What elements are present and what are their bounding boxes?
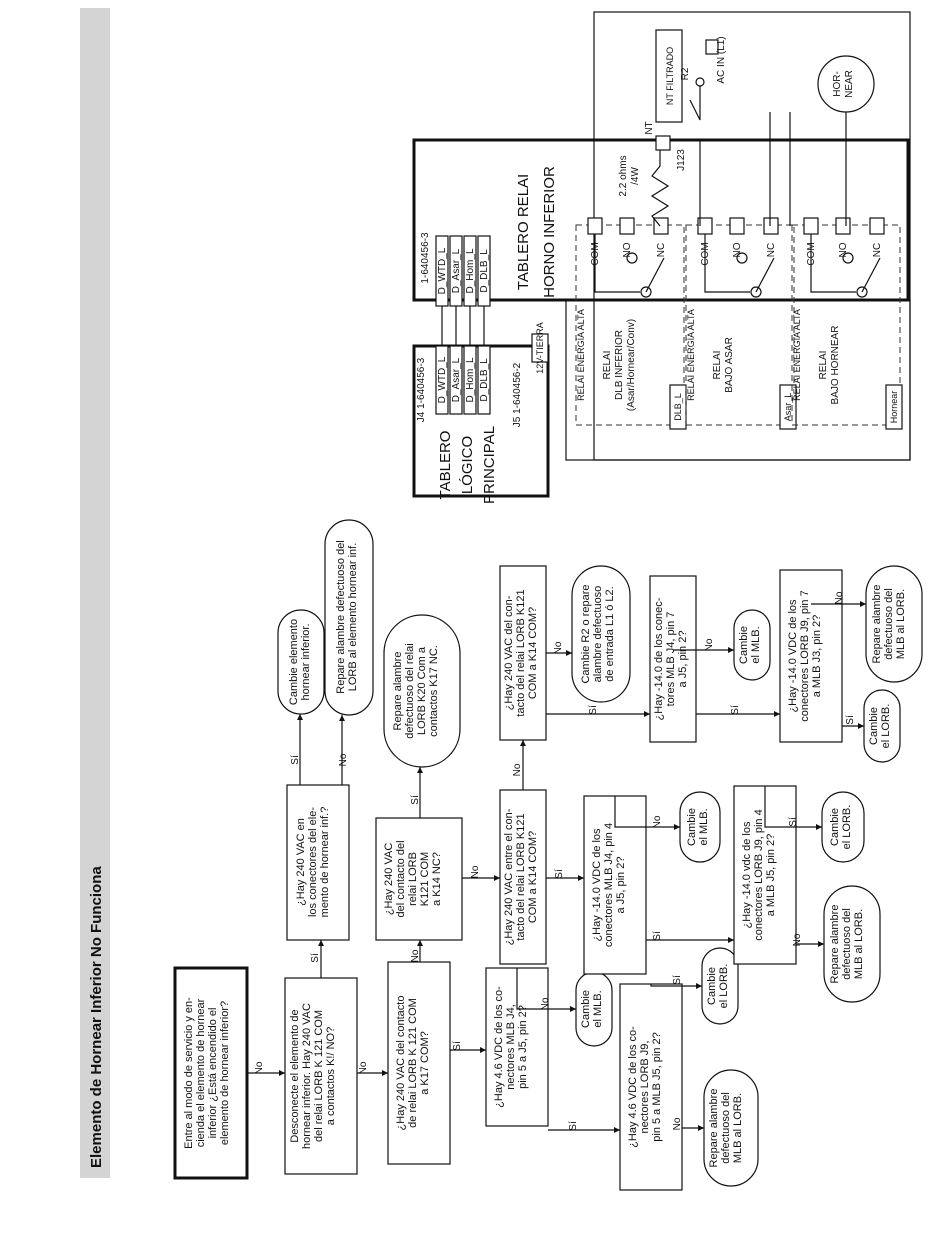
relay-label-hornear-line: RELAI	[818, 350, 829, 380]
a-repair-k20-text-line: LORB K20 Com a	[416, 646, 428, 736]
q-14-lorb-pin4-text-line: a MLB J5, pin 2?	[765, 833, 777, 917]
j9-pin-label-1: D_Asar_L	[451, 248, 462, 294]
lbl-no-2: No	[338, 753, 349, 767]
start-text-line: elemento de hornear inferior?	[219, 1000, 231, 1146]
a-repair-k20-text-line: contactos K17 NC.	[428, 645, 440, 737]
a-replace-element-text-line: Cambie elemento	[288, 618, 300, 706]
c-k17-46mlb-arrow	[480, 1047, 486, 1053]
lbl-si-11: Sí	[568, 1121, 579, 1131]
c-46lorb-lorb1-arrow	[696, 983, 702, 989]
relay-board-label-line: HORNO INFERIOR	[541, 166, 558, 298]
ac-in-label: AC IN (L1)	[716, 36, 727, 84]
relay-label-dlb	[602, 319, 637, 411]
a-repair-k20-text-line: Repare alambre	[392, 651, 404, 731]
lbl-no-4: No	[410, 949, 421, 963]
a-repair-mlb-lorb-1-text-line: Repare alambre	[708, 1088, 720, 1168]
c-pin7-mlb3-arrow	[728, 647, 734, 653]
a-repair-mlb-lorb-3-text-line: defectuoso del	[883, 588, 895, 660]
relay-label-dlb-line: RELAI	[602, 350, 613, 380]
hv-label-asar: RELAI ENERGÍA ALTA	[686, 309, 696, 401]
q-element-conn-text-line: ¿Hay 240 VAC en	[295, 818, 307, 906]
nc-box-asar	[764, 218, 778, 234]
relay-label-hornear	[818, 326, 841, 405]
c-nc-k20-arrow	[417, 767, 423, 773]
q-14-lorb-pin7-text-line: conectores LORB J9, pin 7	[799, 590, 811, 722]
a-repair-mlb-lorb-3-text	[871, 585, 907, 664]
com-box-dlb	[588, 218, 602, 234]
lbl-no-9: No	[834, 591, 845, 605]
c-lorb7-repair3-arrow	[860, 601, 866, 607]
q-k121-nc-text-line: del contacto del	[395, 840, 407, 918]
a-change-lorb-1-text	[706, 964, 730, 1009]
a-replace-element-text	[288, 619, 312, 705]
q-k121-nc-text-line: ¿Hay 240 VAC	[383, 842, 395, 916]
a-repair-wire-element-text-line: LORB al elemento hornear inf.	[347, 542, 359, 692]
bake-element-label-line: HOR-	[832, 71, 843, 97]
q-k121-k14-b-text-line: tacto del relai LORB K121	[515, 589, 527, 717]
c-pin4-mlb2-arrow	[674, 824, 680, 830]
q-14-mlb-pin4-text-line: ¿Hay -14.0 VDC de los	[591, 828, 603, 942]
a-repair-mlb-lorb-2-text-line: defectuoso del	[841, 908, 853, 980]
c-pin4-lorb4-arrow	[728, 937, 734, 943]
q-element-conn-text-line: los conectores del ele-	[307, 806, 319, 918]
lbl-no-6: No	[512, 763, 523, 777]
c-lorb4-repair2-arrow	[818, 941, 824, 947]
lbl-no-1: No	[254, 1061, 265, 1075]
com-label-hornear: COM	[806, 242, 817, 266]
a-repair-mlb-lorb-1-text-line: defectuoso del	[720, 1092, 732, 1164]
lbl-no-10: No	[652, 815, 663, 829]
lbl-si-5: Sí	[730, 705, 741, 715]
com-label-asar: COM	[700, 242, 711, 266]
q-14-lorb-pin7-text-line: a MLB J3, pin 2?	[811, 614, 823, 698]
a-change-r2-text-line: de entrada L1 ó L2.	[604, 586, 616, 682]
lbl-si-1: Sí	[310, 953, 321, 963]
a-change-mlb-3-text	[738, 626, 762, 664]
j5-label: J5 1-640456-2	[512, 362, 523, 428]
a-change-mlb-2-text-line: el MLB.	[698, 808, 710, 846]
lbl-no-13: No	[672, 1117, 683, 1131]
q-14-mlb-pin4-text-line: conectores MLB J4, pin 4	[603, 822, 615, 948]
no-label-hornear: NO	[838, 242, 849, 258]
a-repair-mlb-lorb-2-text	[829, 905, 865, 984]
a-repair-wire-element-text-line: Repare alambre defectuoso del	[335, 540, 347, 694]
hv-label-dlb: RELAI ENERGÍA ALTA	[576, 309, 586, 401]
a-repair-k20-text	[392, 643, 440, 738]
a-change-mlb-1-text-line: el MLB.	[592, 990, 604, 1028]
nc-label-dlb: NC	[656, 242, 667, 258]
q-disconnect-text-line: del relai LORB K 121 COM	[313, 1009, 325, 1143]
lbl-no-8: No	[704, 638, 715, 652]
no-label-dlb: NO	[622, 242, 633, 258]
c-46mlb-46lorb-arrow	[614, 1127, 620, 1133]
tag-label-hornear: Hornear	[889, 390, 899, 424]
c-start-disc-arrow	[279, 1070, 285, 1076]
q-k121-nc-text-line: a K14 NC?	[431, 852, 443, 906]
c-k14a-pin4-arrow	[578, 875, 584, 881]
q-14-mlb-pin7-text-line: a J5, pin 2?	[677, 630, 689, 688]
r2-label: R2	[680, 67, 691, 81]
q-k121-k14-a-text-line: tacto del relai LORB K121	[515, 813, 527, 941]
q-k121-k17-text-line: a K17 COM?	[419, 1031, 431, 1095]
start-text-line: inferior ¿Está encendido el	[207, 1007, 219, 1139]
q-k121-k14-b-text-line: ¿Hay 240 VAC del con-	[503, 595, 515, 711]
c-k14b-r2-arrow	[566, 650, 572, 656]
q-46-lorb-text-line: ¿Hay 4.6 VDC de los co-	[627, 1026, 639, 1148]
q-disconnect-text-line: a contactos K!/ NO?	[325, 1026, 337, 1126]
c-elem-repair-arrow	[339, 715, 345, 721]
a-change-mlb-3-text-line: Cambie	[738, 626, 750, 664]
bake-element-label-line: NEAR	[844, 70, 855, 98]
troubleshooting-flowchart	[175, 520, 922, 1190]
a-repair-mlb-lorb-3-text-line: MLB al LORB.	[895, 588, 907, 660]
q-k121-k17-text-line: de relai LORB K 121 COM	[407, 998, 419, 1128]
a-replace-element-text-line: hornear inferior.	[300, 623, 312, 701]
a-repair-k20-text-line: defectuoso del relai	[404, 643, 416, 739]
c-elem-replace-arrow	[297, 714, 303, 720]
page-title: Elemento de Hornear Inferior No Funciona	[88, 866, 105, 1168]
j9-label: 1-640456-3	[420, 232, 431, 284]
nt-box	[656, 136, 670, 150]
q-14-mlb-pin7-text-line: tores MLB J4, pin 7	[665, 611, 677, 707]
a-change-lorb-2-text	[829, 805, 853, 850]
a-change-mlb-2-text	[686, 808, 710, 846]
q-46-mlb-text-line: ¿Hay 4.6 VDC de los co-	[493, 986, 505, 1108]
c-46mlb-mlb1-arrow	[570, 1006, 576, 1012]
com-label-dlb: COM	[590, 242, 601, 266]
q-46-mlb-text-line: nectores MLB J4,	[505, 1004, 517, 1090]
q-46-lorb-text	[627, 1026, 663, 1148]
q-46-mlb-text-line: pin 5 a J5, pin 2?	[517, 1005, 529, 1089]
start-text-line: cienda el elemento de hornear	[195, 998, 207, 1148]
no-box-dlb	[620, 218, 634, 234]
a-change-mlb-1-text-line: Cambie	[580, 990, 592, 1028]
a-change-lorb-3-text-line: Cambie	[868, 707, 880, 745]
no-box-hornear	[836, 218, 850, 234]
c-nc-k14a-arrow	[494, 875, 500, 881]
resistor-label-line: /4W	[630, 167, 641, 185]
j123-label: J123	[676, 149, 687, 171]
q-element-conn-text-line: mento de hornear inf.?	[319, 806, 331, 918]
tierra-label: 12V-TIERRA	[535, 322, 545, 374]
relay-label-dlb-line: (Asar/Hornear/Conv)	[626, 318, 637, 412]
relay-label-asar-line: BAJO ASAR	[724, 337, 735, 393]
lbl-si-9: Sí	[652, 931, 663, 941]
a-repair-mlb-lorb-1-text-line: MLB al LORB.	[732, 1092, 744, 1164]
a-repair-mlb-lorb-2-text-line: MLB al LORB.	[853, 908, 865, 980]
lbl-no-12: No	[540, 997, 551, 1011]
main-board-label-line: PRINCIPAL	[481, 425, 498, 505]
c-k14b-pin7-arrow	[644, 711, 650, 717]
lbl-no-3: No	[358, 1061, 369, 1075]
a-change-r2-text-line: alambre defectuoso	[592, 585, 604, 683]
q-disconnect-text-line: hornear inferior. Hay 240 VAC	[301, 1003, 313, 1149]
a-repair-mlb-lorb-3-text-line: Repare alambre	[871, 584, 883, 664]
j4-pin-label-0: D_WTD_L	[437, 356, 448, 404]
no-label-asar: NO	[732, 242, 743, 258]
q-k121-k14-b-text	[503, 589, 539, 716]
relay-label-asar-line: RELAI	[712, 350, 723, 380]
relay-label-hornear-line: BAJO HORNEAR	[830, 325, 841, 405]
lbl-si-4: Sí	[588, 705, 599, 715]
start-text	[183, 997, 231, 1149]
j4-label: J4 1-640456-3	[416, 357, 427, 423]
lbl-si-8: Sí	[554, 869, 565, 879]
j9-pin-label-3: D_DLB_L	[479, 249, 490, 293]
nc-label-asar: NC	[766, 242, 777, 258]
main-board-label-line: TABLERO	[437, 430, 454, 500]
main-board-label	[437, 426, 498, 504]
c-lorb4-lorb2-arrow	[816, 824, 822, 830]
q-disconnect-text-line: Desconecte el elemento de	[289, 1009, 301, 1143]
nt-label: NT	[644, 121, 655, 135]
c-lorb7-lorb3-arrow	[858, 723, 864, 729]
c-k17-nc-arrow	[417, 940, 423, 946]
a-change-mlb-2-text-line: Cambie	[686, 808, 698, 846]
r2-wire	[690, 86, 700, 120]
a-change-lorb-3-text	[868, 704, 892, 749]
lbl-si-7: Sí	[452, 1041, 463, 1051]
c-disc-k17-arrow	[382, 1070, 388, 1076]
q-element-conn-text	[295, 807, 331, 918]
j4-pin-label-1: D_Asar_L	[451, 357, 462, 403]
c-k14a-k14b-arrow	[520, 740, 526, 746]
q-k121-k14-a-text-line: ¿Hay 240 VAC entre el con-	[503, 808, 515, 946]
q-46-lorb-text-line: pin 5 a MLB J5, pin 2?	[651, 1032, 663, 1142]
main-board-label-line: LÓGICO	[459, 435, 476, 495]
lbl-si-6: Sí	[845, 715, 856, 725]
hv-label-hornear: RELAI ENERGÍA ALTA	[792, 309, 802, 401]
c-46lorb-repair1-arrow	[698, 1125, 704, 1131]
a-change-mlb-3-text-line: el MLB.	[750, 626, 762, 664]
q-14-lorb-pin4-text-line: conectores LORB J9, pin 4	[753, 809, 765, 941]
a-change-mlb-1-text	[580, 990, 604, 1028]
a-repair-wire-element-text	[335, 540, 359, 693]
nc-box-hornear	[870, 218, 884, 234]
q-k121-nc-text-line: relai LORB	[407, 852, 419, 906]
lbl-si-2: Sí	[290, 755, 301, 765]
relay-label-asar	[712, 337, 735, 393]
q-k121-k14-a-text-line: COM a K14 COM?	[527, 830, 539, 924]
lbl-si-12: Sí	[672, 975, 683, 985]
a-change-r2-text-line: Cambie R2 o repare	[580, 584, 592, 684]
j4-pin-label-2: D_Hom_L	[465, 357, 476, 403]
relay-label-dlb-line: DLB INFERIOR	[614, 329, 625, 401]
nt-filtrado-label: NT FILTRADO	[665, 46, 675, 106]
lbl-si-3: Sí	[410, 795, 421, 805]
q-46-lorb-text-line: nectores LORB J9,	[639, 1040, 651, 1134]
a-change-lorb-3-text-line: el LORB.	[880, 703, 892, 749]
q-k121-k14-b-text-line: COM a K14 COM?	[527, 606, 539, 700]
q-14-mlb-pin7-text-line: ¿Hay -14.0 de los conec-	[653, 597, 665, 721]
r2-contact	[696, 78, 704, 86]
a-change-lorb-2-text-line: Cambie	[829, 808, 841, 846]
q-k121-k17-text-line: ¿Hay 240 VAC del contacto	[395, 995, 407, 1131]
start-text-line: Entre al modo de servicio y en-	[183, 997, 195, 1149]
j9-pin-label-2: D_Hom_L	[465, 248, 476, 294]
q-14-mlb-pin4-text-line: a J5, pin 2?	[615, 856, 627, 914]
lbl-no-5: No	[470, 865, 481, 879]
a-repair-mlb-lorb-2-text-line: Repare alambre	[829, 904, 841, 984]
c-disc-elem-arrow	[318, 940, 324, 946]
lbl-si-10: Sí	[788, 817, 799, 827]
q-14-lorb-pin4-text-line: ¿Hay -14.0 vdc de los	[741, 821, 753, 929]
nc-label-hornear: NC	[872, 242, 883, 258]
tag-label-asar: Asar_L	[783, 392, 793, 422]
no-box-asar	[730, 218, 744, 234]
a-change-r2-text	[580, 584, 616, 683]
relay-board-label-line: TABLERO RELAI	[515, 173, 532, 291]
a-change-lorb-2-text-line: el LORB.	[841, 804, 853, 850]
j9-pin-label-0: D_WTD_L	[437, 247, 448, 295]
bake-element-label	[832, 70, 855, 98]
lbl-no-11: No	[792, 933, 803, 947]
q-k121-nc-text-line: K121 COM	[419, 851, 431, 907]
resistor-label-line: 2.2 ohms	[618, 155, 629, 197]
com-box-hornear	[804, 218, 818, 234]
a-change-lorb-1-text-line: el LORB.	[718, 963, 730, 1009]
wiring-schematic	[414, 12, 910, 504]
q-14-lorb-pin7-text-line: ¿Hay -14.0 VDC de los	[787, 599, 799, 713]
a-repair-mlb-lorb-1-text	[708, 1089, 744, 1168]
j4-pin-label-3: D_DLB_L	[479, 358, 490, 402]
a-change-lorb-1-text-line: Cambie	[706, 967, 718, 1005]
c-pin7-lorb7-arrow	[774, 711, 780, 717]
lbl-no-7: No	[553, 641, 564, 655]
tag-label-dlb: DLB_L	[673, 393, 683, 421]
